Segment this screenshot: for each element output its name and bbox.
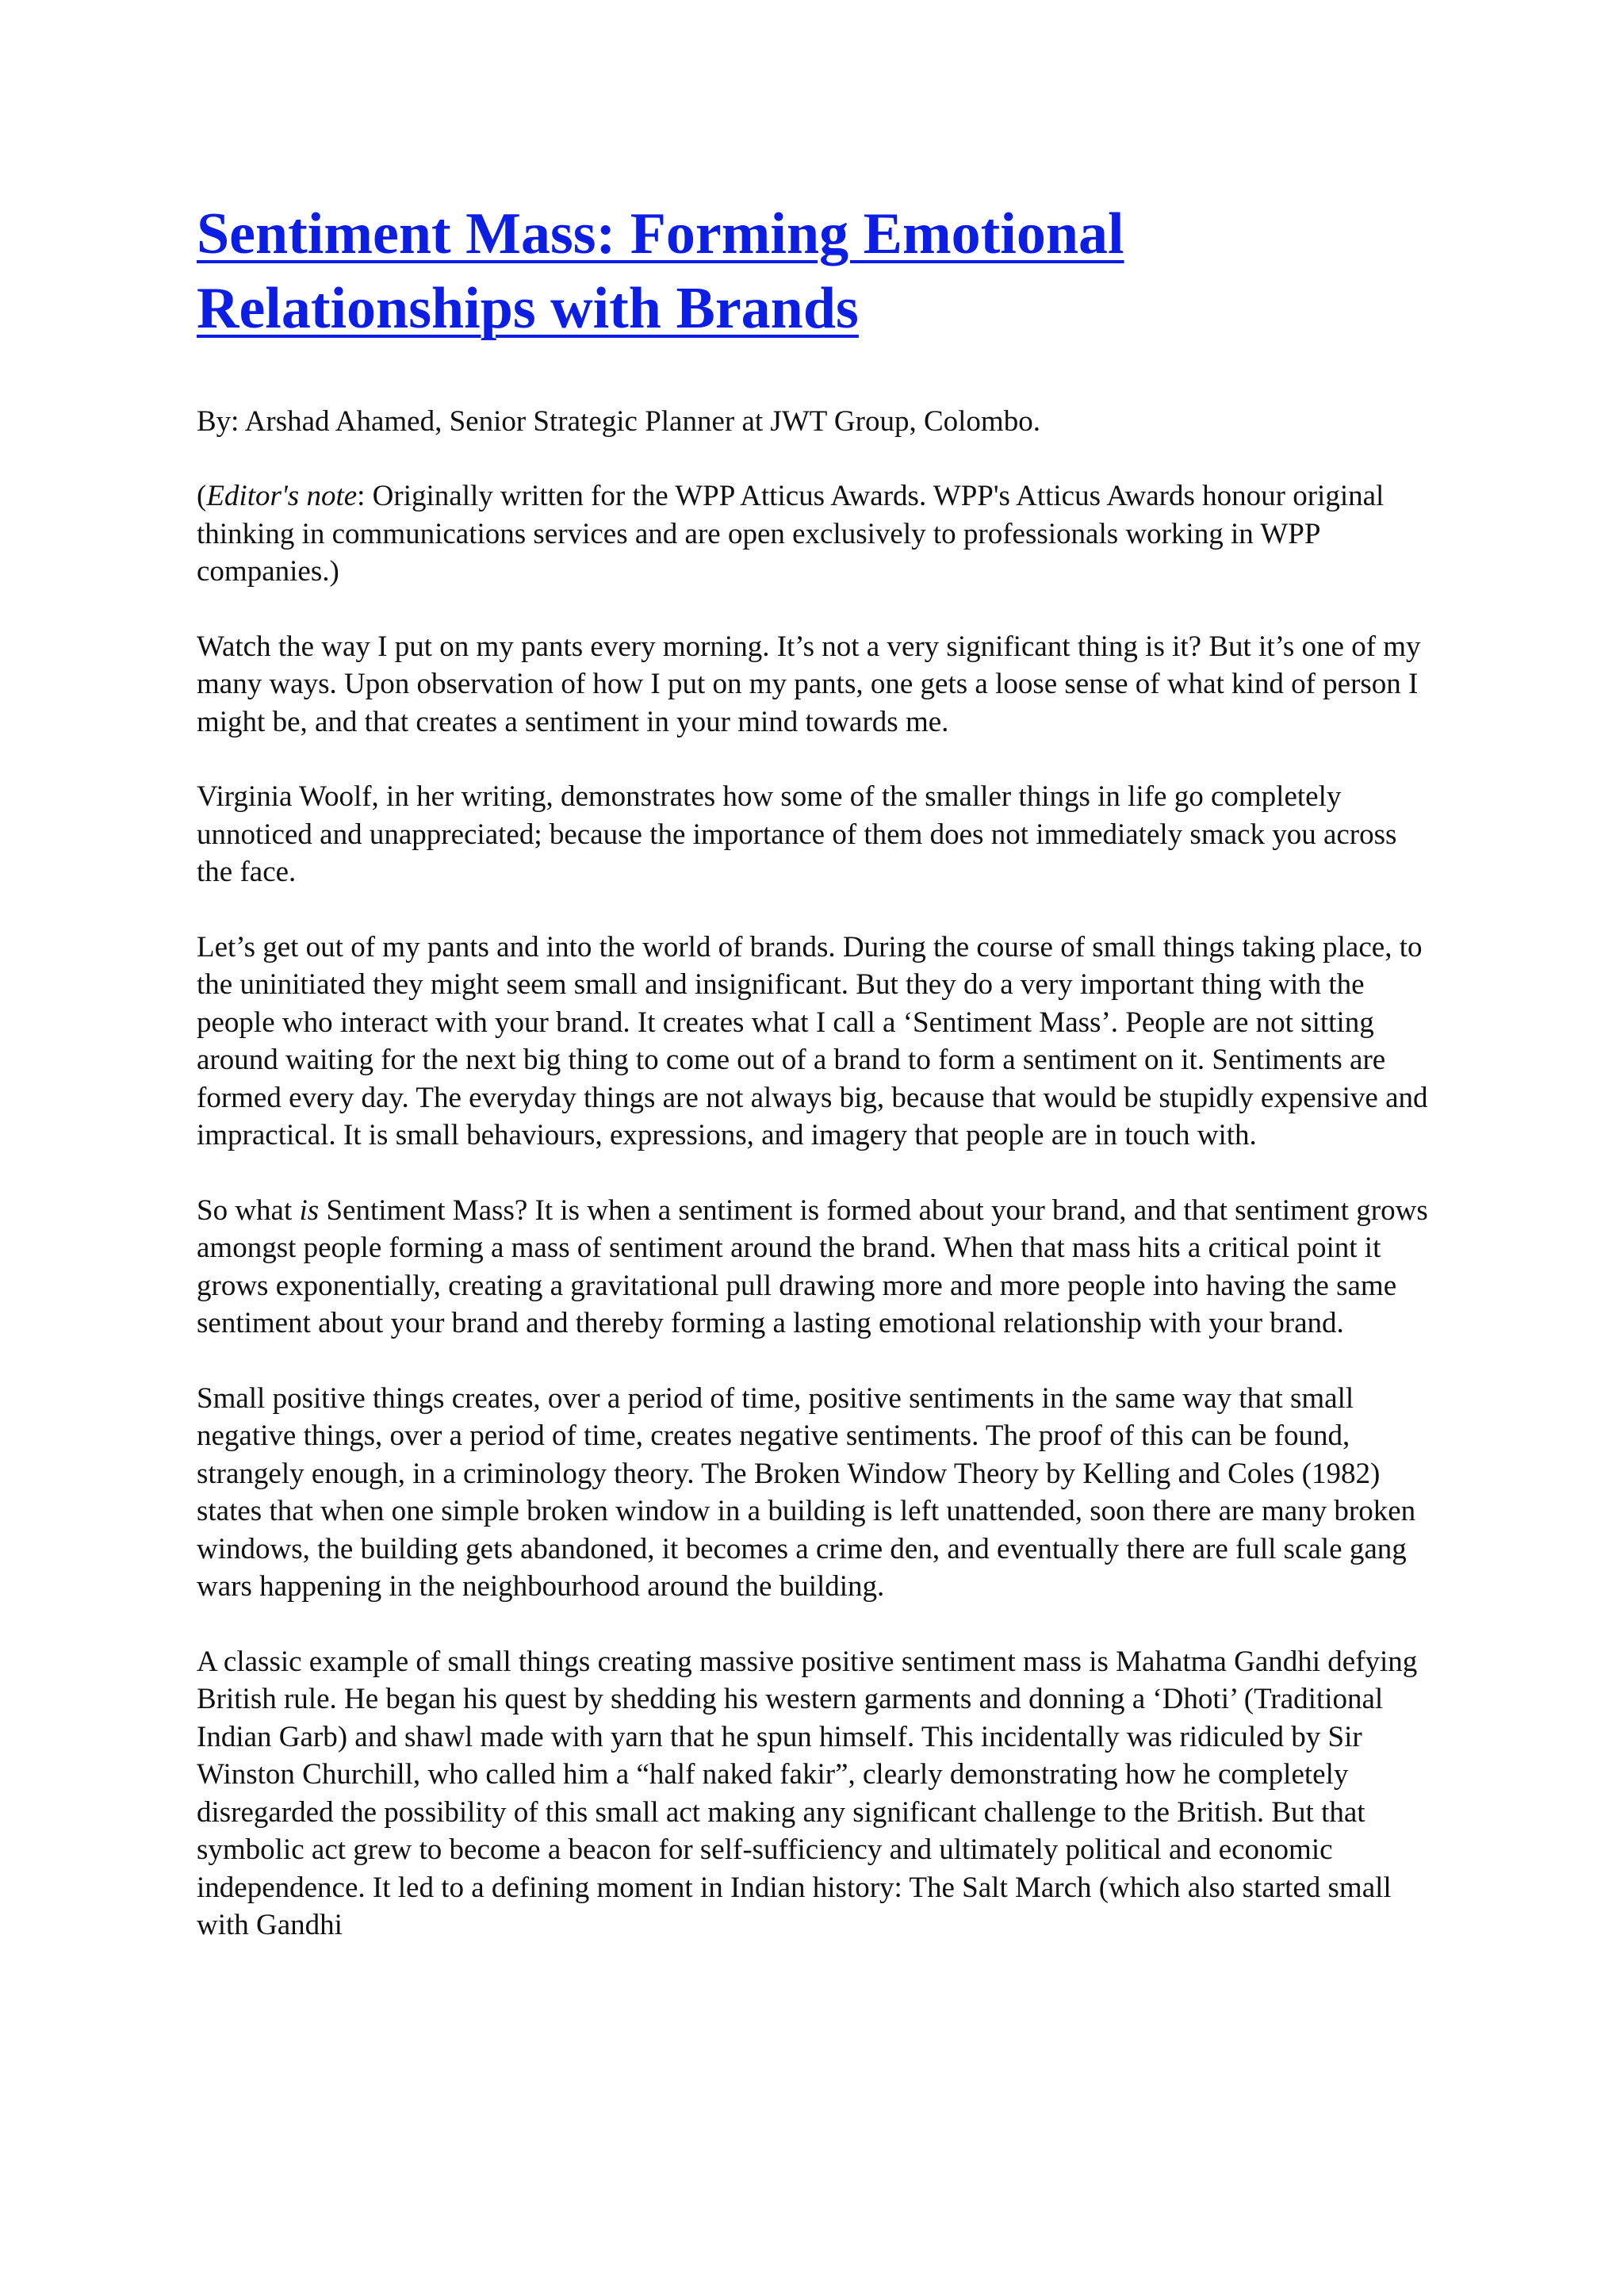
article-title[interactable] [197,201,1124,341]
title-line-2[interactable]: Relationships with Brands [197,276,859,341]
emphasis-is: is [299,1193,320,1227]
paragraph-world-of-brands: Let’s get out of my pants and into the world of brands. During the course of small things taking place, to the uninitiated they might seem small and insignificant. But they do a very important thing with the people who interact with your brand. It creates what I call a ‘Sentiment Mass’. People are not sitting around waiting for the next big thing to come out of a brand to form a sentiment on it. Sentiments are formed every day. The everyday things are not always big, because that would be stupidly expensive and impractical. It is small behaviours, expressions, and imagery that people are in touch with. [197,930,1428,1151]
editors-note-open-paren: ( [197,480,207,512]
paragraph-text: Sentiment Mass? It is when a sentiment is formed about your brand, and that sentiment grows amongst people forming a mass of sentiment around the brand. When that mass hits a critical point it grows exponentially, creating a gravitational pull drawing more and more people into having the same sentiment about your brand and thereby forming a lasting emotional relationship with your brand. [197,1193,1428,1339]
paragraph-broken-window-theory: Small positive things creates, over a period of time, positive sentiments in the same way that small negative things, over a period of time, creates negative sentiments. The proof of this can be found, strangely enough, in a criminology theory. The Broken Window Theory by Kelling and Coles (1982) states that when one simple broken window in a building is left unattended, soon there are many broken windows, the building gets abandoned, it becomes a crime den, and eventually there are full scale gang wars happening in the neighbourhood around the building. [197,1381,1416,1603]
paragraph-text: So what [197,1193,300,1227]
paragraph-gandhi-example: A classic example of small things creating massive positive sentiment mass is Mahatma Gandhi defying British rule. He began his quest by shedding his western garments and donning a ‘Dhoti’ (Traditional Indian Garb) and shawl made with yarn that he spun himself. This incidentally was ridiculed by Sir Winston Churchill, who called him a “half naked fakir”, clearly demonstrating how he completely disregarded the possibility of this small act making any significant challenge to the British. But that symbolic act grew to become a beacon for self-sufficiency and ultimately political and economic independence. It led to a defining moment in Indian history: The Salt March (which also started small with Gandhi [197,1645,1418,1941]
author-byline: By: Arshad Ahamed, Senior Strategic Planner at JWT Group, Colombo. [197,405,1040,438]
editors-note [197,477,1434,591]
title-line-1[interactable]: Sentiment Mass: Forming Emotional [197,201,1124,266]
paragraph-what-is-sentiment-mass [197,1192,1434,1343]
paragraph-pants: Watch the way I put on my pants every morning. It’s not a very significant thing is it? But it’s one of my many ways. Upon observation of how I put on my pants, one gets a loose sense of what kind of person I might be, and that creates a sentiment in your mind towards me. [197,630,1421,738]
paragraph-virginia-woolf: Virginia Woolf, in her writing, demonstrates how some of the smaller things in life go completely unnoticed and unappreciated; because the importance of them does not immediately smack you across the face. [197,780,1397,888]
editors-note-text: : Originally written for the WPP Atticus Awards. WPP's Atticus Awards honour original thinking in communications services and are open exclusively to professionals working in WPP companies.) [197,480,1385,588]
document-page [197,197,1434,1944]
article-title-link[interactable] [197,197,1434,346]
editors-note-label: Editor's note [206,480,358,512]
